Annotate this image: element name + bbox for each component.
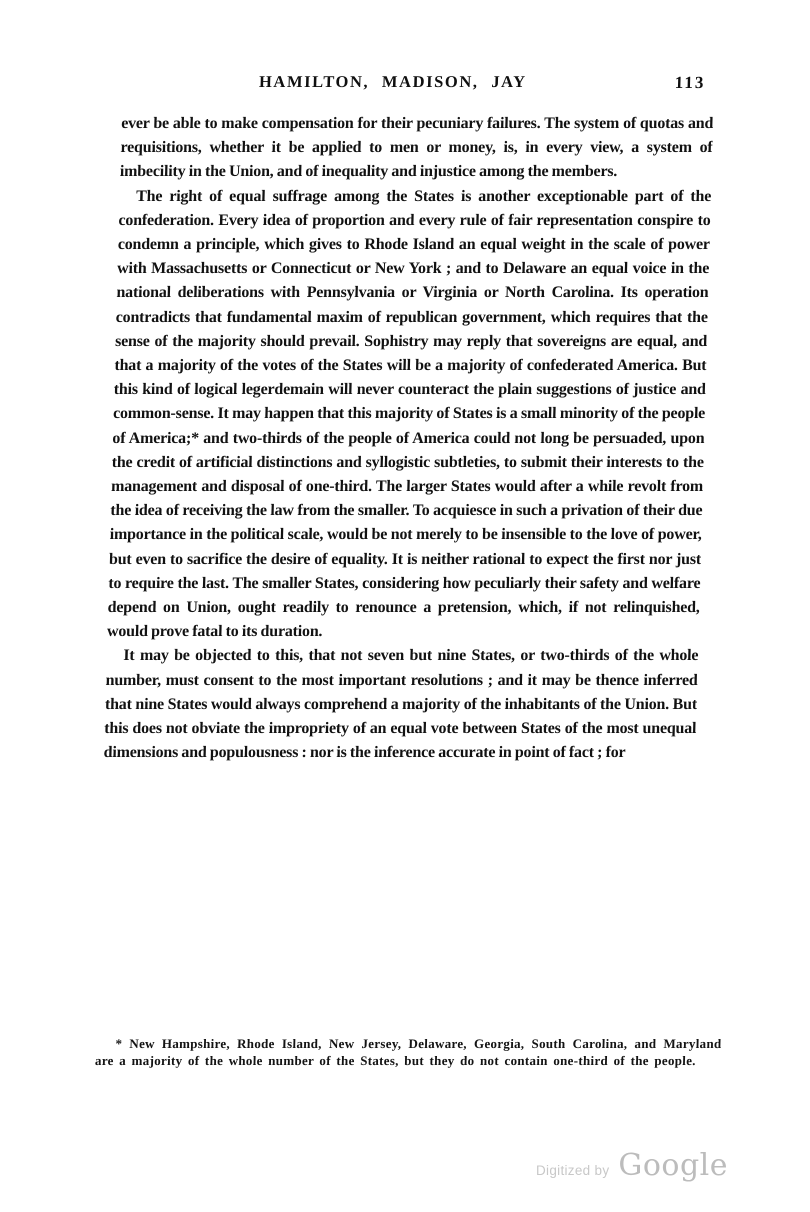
- body-text: [96, 112, 714, 1036]
- footnote: * New Hampshire, Rhode Island, New Jersey, Delaware, Georgia, South Carolina, and Maryland are a majority of the whole number of the States, but they do not contain one-third of the people.: [94, 1036, 722, 1068]
- google-logo-text: Google: [618, 1148, 729, 1183]
- digitized-by-google-watermark: [536, 1148, 728, 1183]
- paragraph-nine-states: It may be objected to this, that not seven but nine States, or two-thirds of the whole number, must consent to the most important resolutions ; and it may be thence inferred that nine States would always comprehend a majority of the inhabitants of the Union. But this does not obviate the impropriety of an equal vote between States of the most unequal dimensions and populousness : nor is the inference accurate in point of fact ; for: [103, 647, 699, 762]
- watermark-prefix: Digitized by: [536, 1163, 610, 1178]
- running-head: [122, 72, 708, 96]
- paragraph-equal-suffrage: The right of equal suffrage among the States is another exceptionable part of the confederation. Every idea of proportion and every rule of fair representation conspire to condemn a principle, which gives to Rhode Island an equal weight in the scale of power with Massachusetts or Connecticut or New York ; and to Delaware an equal voice in the national deliberations with Pennsylvania or Virginia or North Carolina. Its operation contradicts that fundamental maxim of republican government, which requires that the sense of the majority should prevail. Sophistry may reply that sovereigns are equal, and that a majority of the votes of the States will be a majority of confederated America. But this kind of logical legerdemain will never counteract the plain suggestions of justice and common-sense. It may happen that this majority of States is a small minority of the people of America;* and two-thirds of the people of America could not long be persuaded, upon the credit of artificial distinctions and syllogistic subtleties, to submit their interests to the management and disposal of one-third. The larger States would after a while revolt from the idea of receiving the law from the smaller. To acquiesce in such a privation of their due importance in the political scale, would be not merely to be insensible to the love of power, but even to sacrifice the desire of equality. It is neither rational to expect the first nor just to require the last. The smaller States, considering how peculiarly their safety and welfare depend on Union, ought readily to renounce a pretension, which, if not relinquished, would prove fatal to its duration.: [106, 187, 712, 641]
- running-head-title: HAMILTON, MADISON, JAY: [258, 72, 528, 91]
- page-number: 113: [674, 73, 706, 92]
- paragraph-continued: ever be able to make compensation for their pecuniary failures. The system of quotas and requisitions, whether it be applied to men or money, is, in every view, a system of imbecility in the Union, and of inequality and injustice among the members.: [119, 115, 714, 181]
